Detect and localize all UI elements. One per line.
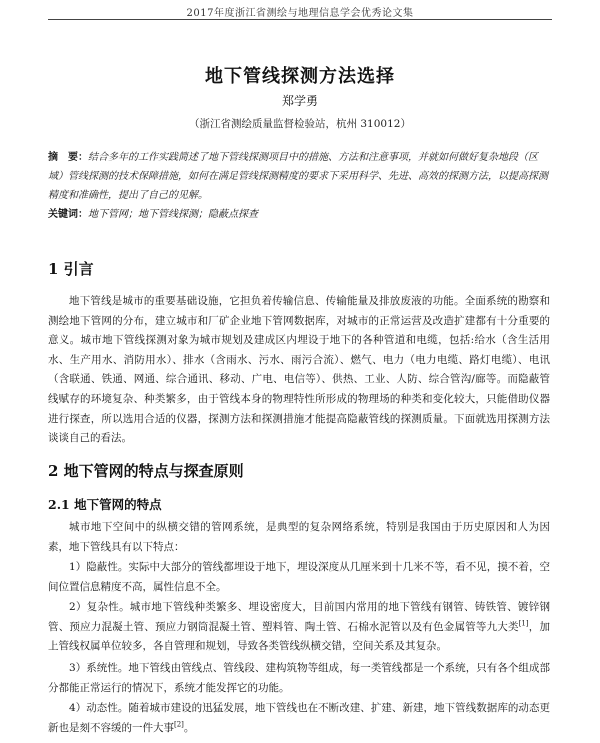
citation-1: [1] [518, 619, 529, 628]
section-1-paragraph: 地下管线是城市的重要基础设施，它担负着传输信息、传输能量及排放废液的功能。全面系统的勘察和测绘地下管网的分布，建立城市和厂矿企业地下管网数据库，对城市的正常运营及改造扩建都有十分重要的意义。城市地下管线探测对象为城市规划及建成区内埋设于地下的各种管道和电缆，包括:给水（含生活用水、生产用水、消防用水）、排水（含雨水、污水、雨污合流）、燃气、电力（电力电缆、路灯电缆）、电讯（含联通、铁通、网通、综合通讯、移动、广电、电信等）、供热、工业、人防、综合管沟/廊等。而隐蔽管线赋存的环境复杂、种类繁多，由于管线本身的物理特性所形成的物理场的种类和变化较大，只能借助仪器进行探查，所以选用合适的仪器，探测方法和探测措施才能提高隐蔽管线的探测质量。下面就选用探测方法谈谈自己的看法。 [48, 295, 550, 445]
section-2-intro: 城市地下空间中的纵横交错的管网系统，是典型的复杂网络系统，特别是我国由于历史原因和人为因素，地下管线具有以下特点： [48, 521, 550, 553]
item2-text-end: ，加上管线权属单位较多，各自管理和规划，导致各类管线纵横交错，空间关系及其复杂。 [48, 620, 551, 653]
keywords [48, 205, 550, 220]
list-item-complexity [48, 598, 550, 657]
running-header: 2017年度浙江省测绘与地理信息学会优秀论文集 [186, 8, 414, 19]
keywords-label: 关键词： [48, 209, 88, 220]
list-item-systematic: 3）系统性。地下管线由管线点、管线段、建构筑物等组成，每一类管线都是一个系统，只有各个组成部分都能正常运行的情况下，系统才能发挥它的功能。 [48, 662, 550, 694]
author: 郑学勇 [281, 94, 318, 108]
list-item-dynamic [48, 699, 550, 738]
affiliation: （浙江省测绘质量监督检验站，杭州 310012） [189, 118, 411, 130]
item4-text-end: 。 [183, 721, 195, 734]
subsection-2-1-heading: 2.1 地下管网的特点 [48, 497, 162, 512]
abstract [48, 148, 550, 205]
item2-text: 2）复杂性。城市地下管线种类繁多、埋设密度大，目前国内常用的地下管线有钢管、铸铁管、镀锌钢管、预应力混凝土管、预应力钢筒混凝土管、塑料管、陶土管、石棉水泥管以及有色金属管等九大类 [48, 601, 550, 633]
item4-text: 4）动态性。随着城市建设的迅猛发展，地下管线也在不断改建、扩建、新建，地下管线数据库的动态更新也是刻不容缓的一件大事 [48, 702, 550, 734]
header-rule [48, 19, 552, 20]
keywords-text: 地下管网；地下管线探测；隐蔽点探查 [88, 209, 258, 220]
section-2-heading: 2 地下管网的特点与探查原则 [48, 462, 244, 480]
abstract-label: 摘 要： [48, 152, 88, 163]
section-1-heading: 1 引言 [48, 260, 94, 278]
citation-2: [2] [174, 720, 184, 729]
paper-title: 地下管线探测方法选择 [205, 66, 395, 87]
list-item-concealment: 1）隐蔽性。实际中大部分的管线都埋设于地下，埋设深度从几厘米到十几米不等，看不见，摸不着，空间位置信息精度不高，属性信息不全。 [48, 561, 550, 593]
abstract-text: 结合多年的工作实践简述了地下管线探测项目中的措施、方法和注意事项，并就如何做好复杂地段（区域）管线探测的技术保障措施，如何在满足管线探测精度的要求下采用科学、先进、高效的探测方法，以提高探测精度和准确性，提出了自己的见解。 [48, 152, 548, 201]
